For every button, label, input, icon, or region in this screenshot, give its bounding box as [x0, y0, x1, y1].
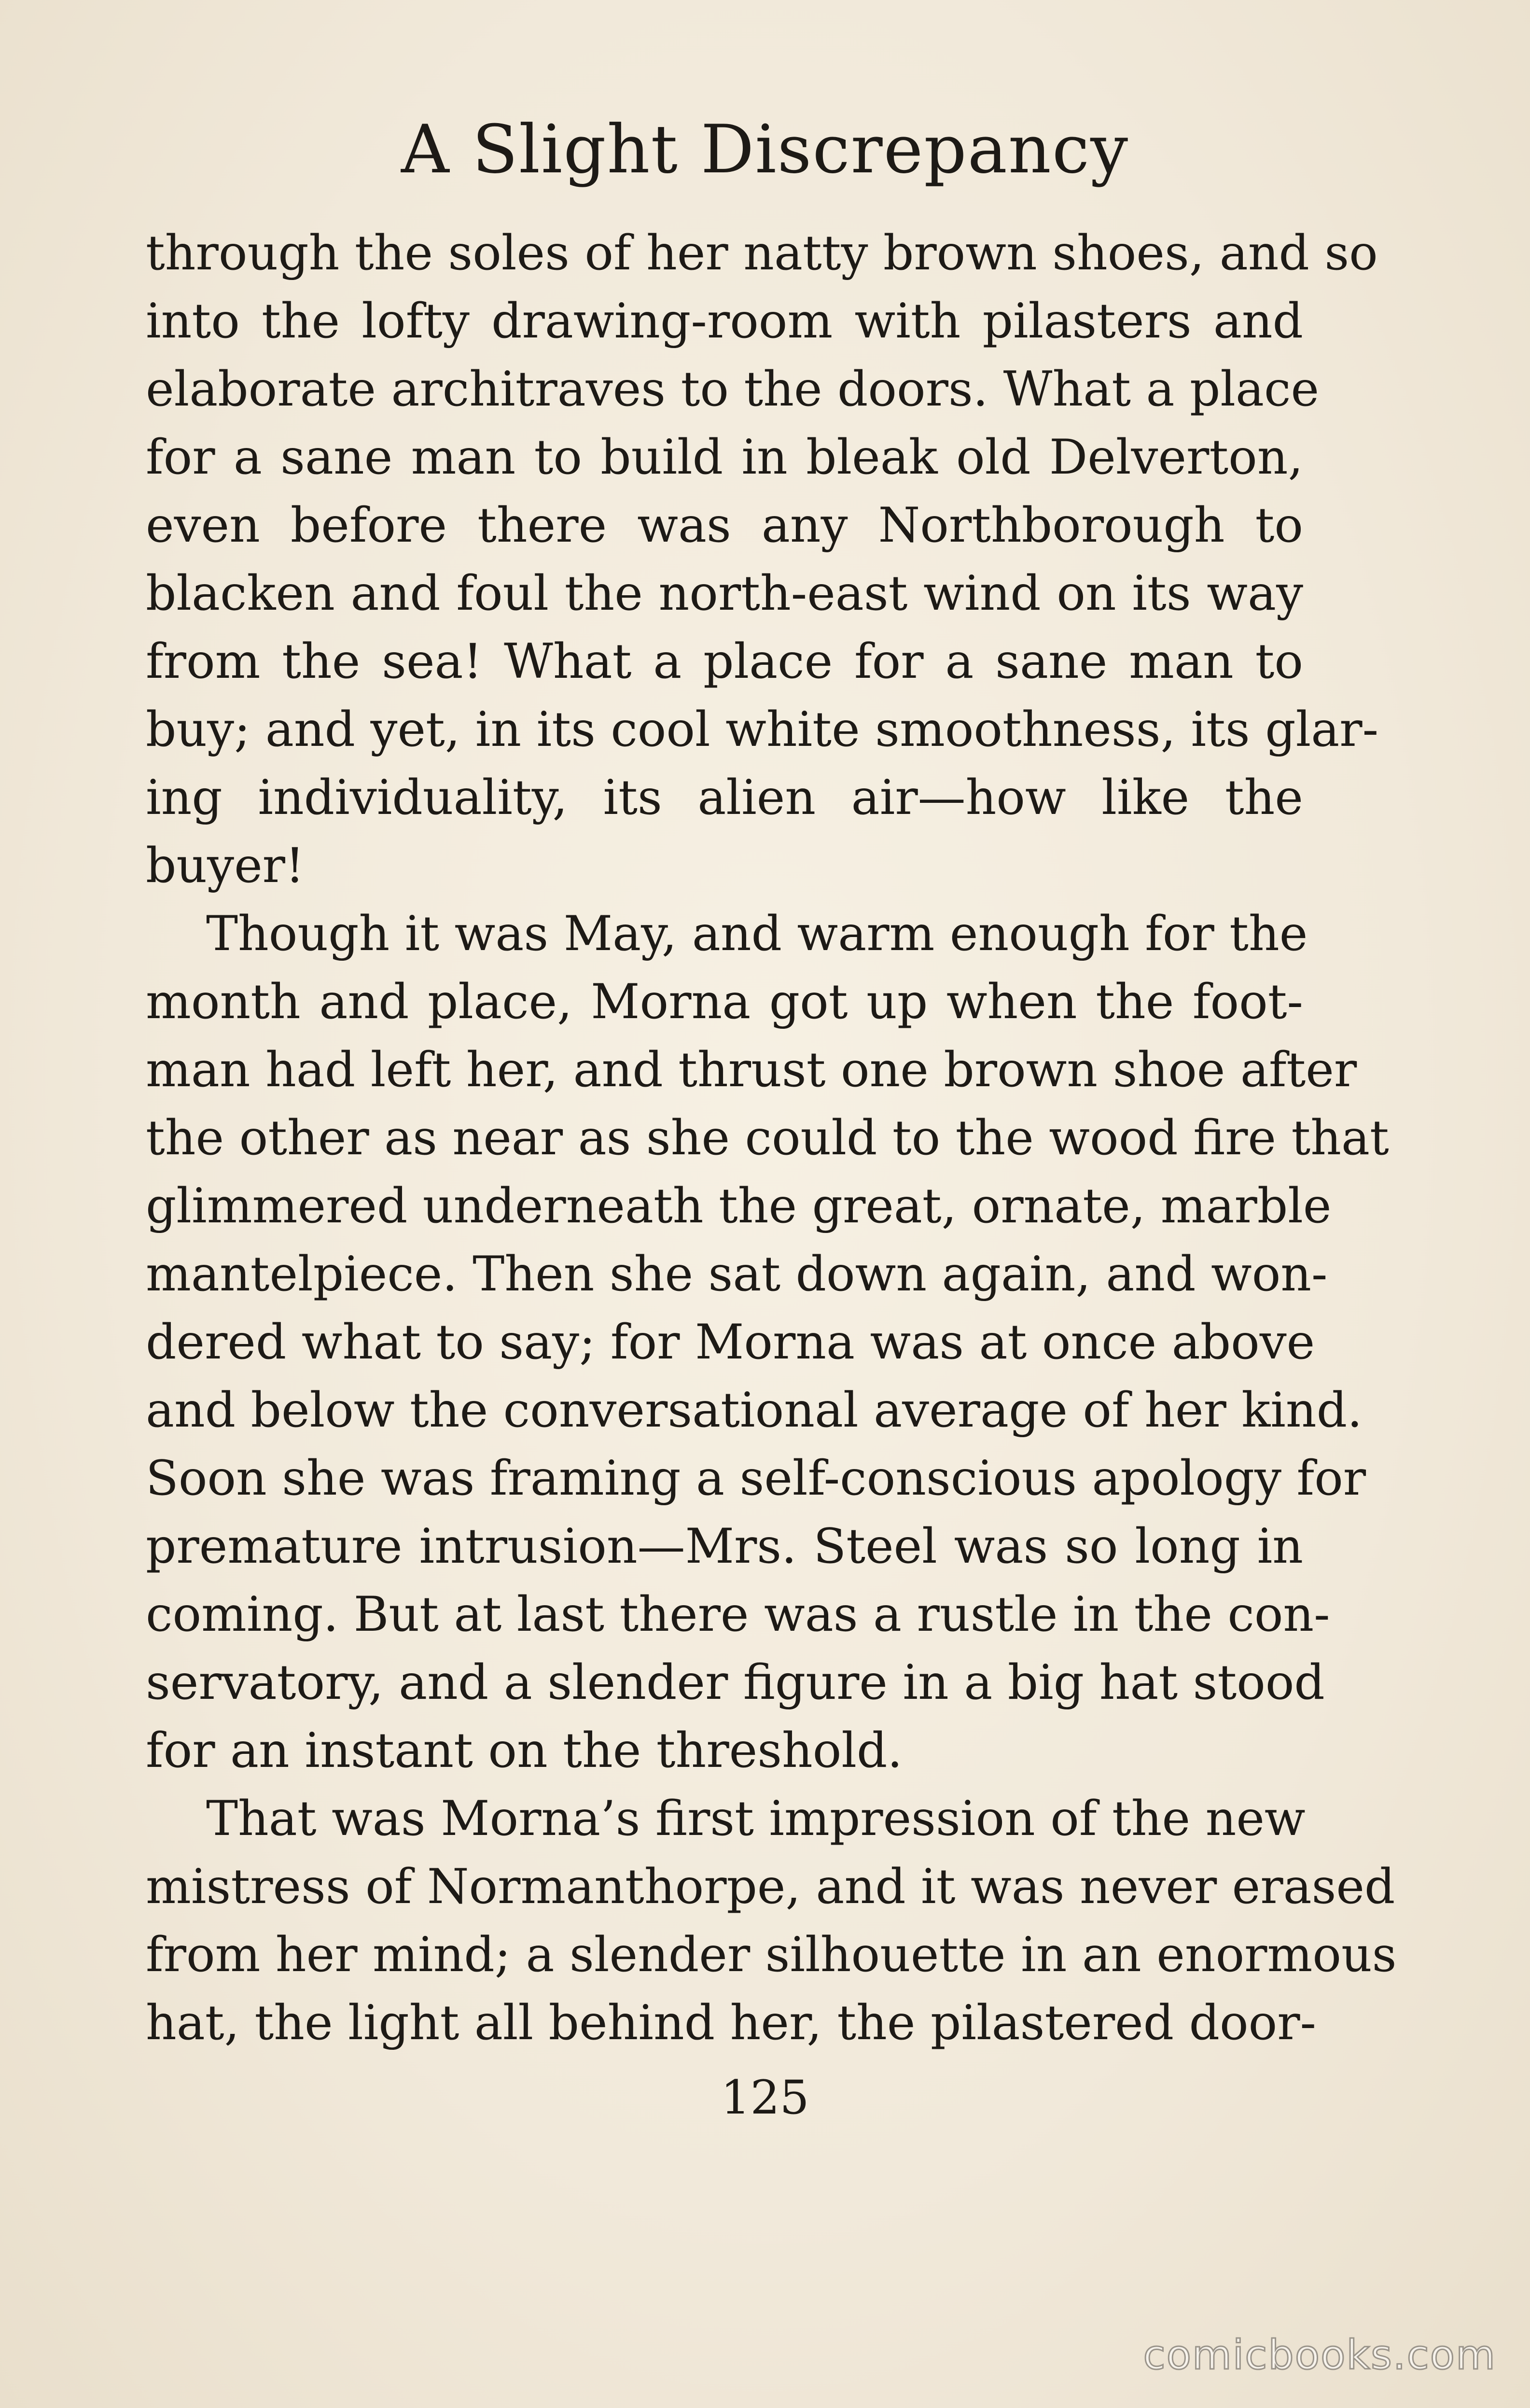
text-line: ing individuality, its alien air—how like the [146, 770, 1303, 826]
text-line: dered what to say; for Morna was at once above [146, 1315, 1315, 1370]
text-line: even before there was any Northborough to [146, 498, 1303, 553]
text-line: glimmered underneath the great, ornate, marble [146, 1178, 1332, 1234]
watermark: comicbooks.com [1143, 2331, 1496, 2379]
text-line: elaborate architraves to the doors. What a place [146, 362, 1320, 417]
text-line: Soon she was framing a self-conscious apology for [146, 1451, 1366, 1506]
text-line: buyer! [146, 838, 305, 894]
text-line: and below the conversational average of her kind. [146, 1383, 1363, 1438]
running-head: A Slight Discrepancy [401, 111, 1129, 188]
text-line: from the sea! What a place for a sane man to [146, 634, 1303, 689]
text-line: for a sane man to build in bleak old Delverton, [146, 430, 1303, 485]
text-line: premature intrusion—Mrs. Steel was so long in [146, 1519, 1303, 1574]
body-text [146, 219, 1397, 2057]
text-line: That was Morna’s first impression of the new [206, 1791, 1306, 1847]
text-line: buy; and yet, in its cool white smoothness, its glar- [146, 702, 1379, 757]
text-line: Though it was May, and warm enough for the [206, 906, 1308, 962]
text-line: through the soles of her natty brown shoes, and so [146, 225, 1378, 281]
text-line: mantelpiece. Then she sat down again, and won- [146, 1246, 1328, 1302]
page-number: 125 [721, 2071, 809, 2125]
text-line: coming. But at last there was a rustle in the con- [146, 1587, 1330, 1642]
text-line: mistress of Normanthorpe, and it was never erased [146, 1859, 1395, 1915]
text-line: the other as near as she could to the wood fire that [146, 1110, 1389, 1166]
text-line: servatory, and a slender figure in a big hat stood [146, 1655, 1325, 1710]
text-line: into the lofty drawing-room with pilasters and [146, 294, 1303, 349]
text-line: month and place, Morna got up when the foot- [146, 974, 1303, 1030]
text-line: for an instant on the threshold. [146, 1723, 903, 1778]
text-line: blacken and foul the north-east wind on its way [146, 566, 1303, 621]
text-line: hat, the light all behind her, the pilastered door- [146, 1995, 1316, 2051]
text-line: man had left her, and thrust one brown shoe after [146, 1042, 1357, 1098]
text-line: from her mind; a slender silhouette in an enormous [146, 1927, 1397, 1983]
